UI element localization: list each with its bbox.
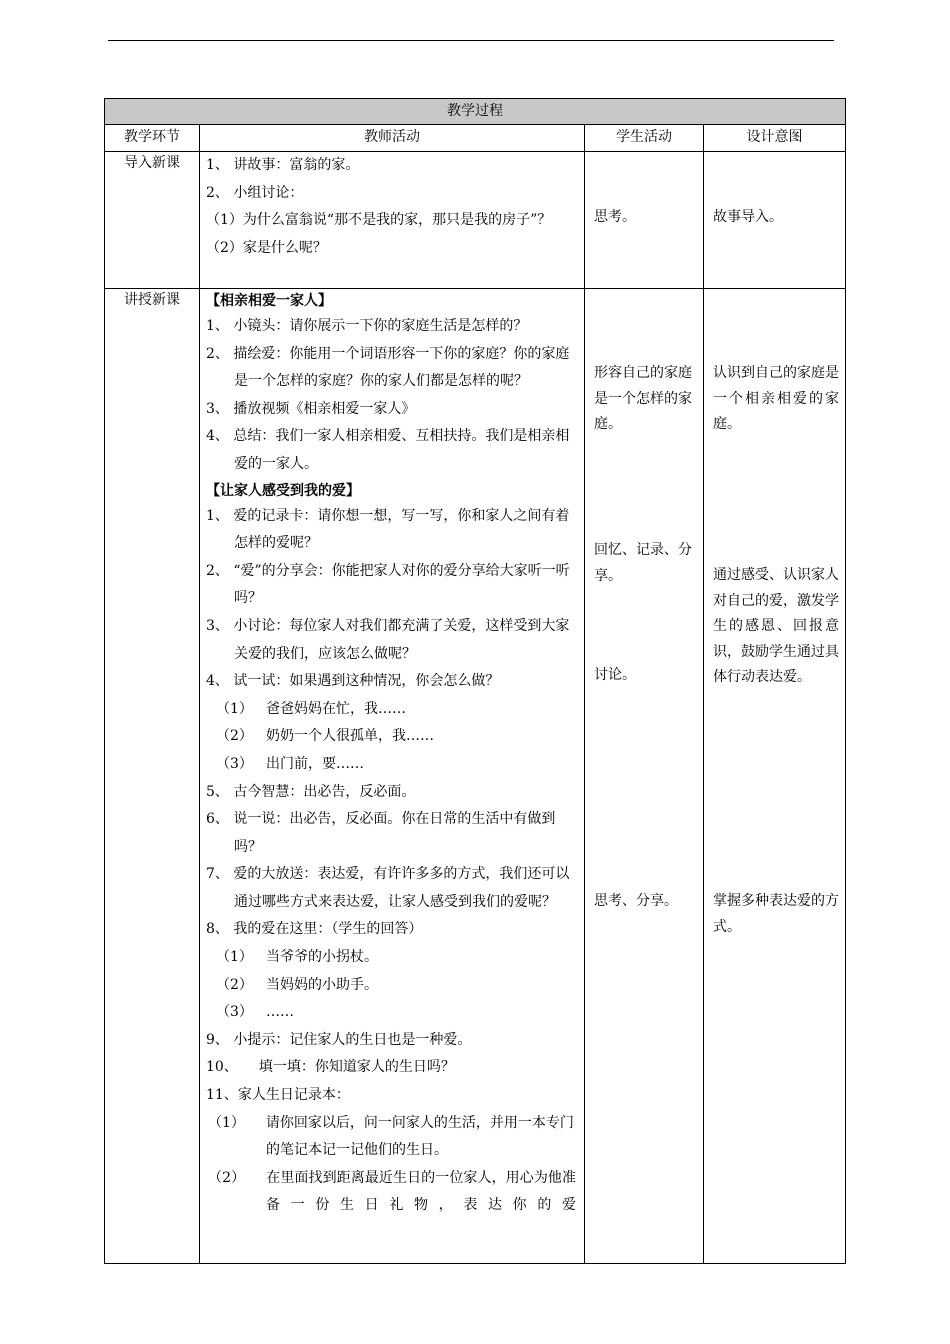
record-item-1: （1） 请你回家以后，问一问家人的生活，并用一本专门的笔记本记一记他们的生日。 — [208, 1114, 574, 1159]
part2-title: 【让家人感受到我的爱】 — [206, 482, 360, 499]
header-design: 设计意图 — [704, 125, 846, 152]
intro-student-cell — [585, 152, 704, 289]
intro-line-4: （2）家是什么呢？ — [206, 239, 327, 256]
intro-line-2: 2、 小组讨论： — [206, 184, 304, 201]
part2-item-1: 1、 爱的记录卡：请你想一想，写一写，你和家人之间有着怎样的爱呢？ — [206, 507, 570, 552]
intro-line-1: 1、 讲故事：富翁的家。 — [206, 157, 360, 173]
header-stage: 教学环节 — [105, 125, 200, 152]
try-item-3: （3） 出门前，要…… — [216, 755, 364, 772]
intro-student-note: 思考。 — [594, 209, 636, 225]
intro-design-cell — [704, 152, 846, 289]
intro-line-3: （1）为什么富翁说“那不是我的家，那只是我的房子”？ — [206, 212, 552, 229]
record-item-2: （2） 在里面找到距离最近生日的一位家人，用心为他准备一份生日礼物，表达你的爱 — [208, 1169, 576, 1213]
design-note-1: 认识到自己的家庭是一个相亲相爱的家庭。 — [713, 365, 839, 432]
student-note-1: 形容自己的家庭是一个怎样的家庭。 — [594, 365, 692, 432]
part4-item-9: 9、 小提示：记住家人的生日也是一种爱。 — [206, 1031, 472, 1048]
try-item-2: （2） 奶奶一个人很孤单，我…… — [216, 728, 434, 745]
part3-item-6: 6、 说一说：出必告，反必面。你在日常的生活中有做到吗？ — [206, 811, 556, 855]
header-rule — [108, 40, 834, 41]
teach-design-cell — [704, 289, 846, 1264]
student-note-4: 思考、分享。 — [594, 893, 678, 909]
intro-teacher-cell — [200, 152, 585, 289]
part2-item-2: 2、 “爱”的分享会：你能把家人对你的爱分享给大家听一听吗？ — [206, 562, 570, 607]
part1-item-4: 4、 总结：我们一家人相亲相爱、互相扶持。我们是相亲相爱的一家人。 — [206, 428, 570, 472]
teach-teacher-cell — [200, 289, 585, 1264]
try-item-1: （1） 爸爸妈妈在忙，我…… — [216, 700, 406, 717]
love-item-1: （1） 当爷爷的小拐杖。 — [216, 949, 378, 966]
part1-item-1: 1、 小镜头：请你展示一下你的家庭生活是怎样的？ — [206, 318, 528, 334]
part3-item-8: 8、 我的爱在这里：（学生的回答） — [206, 921, 423, 938]
part4-item-10: 10、 填一填：你知道家人的生日吗？ — [206, 1059, 455, 1076]
student-note-3: 讨论。 — [594, 667, 636, 683]
part1-item-2: 2、 描绘爱：你能用一个词语形容一下你的家庭？你的家庭是一个怎样的家庭？你的家人们都是怎样的呢？ — [206, 345, 570, 390]
part1-item-3: 3、 播放视频《相亲相爱一家人》 — [206, 400, 416, 417]
teaching-process-table — [104, 98, 846, 1264]
love-item-3: （3） …… — [216, 1004, 294, 1021]
part2-item-4: 4、 试一试：如果遇到这种情况，你会怎么做？ — [206, 673, 500, 690]
section-intro: 导入新课 — [105, 152, 200, 289]
design-note-3: 掌握多种表达爱的方式。 — [713, 893, 839, 935]
design-note-2: 通过感受、认识家人对自己的爱，激发学生的感恩、回报意识，鼓励学生通过具体行动表达爱。 — [713, 567, 839, 685]
header-teacher: 教师活动 — [200, 125, 585, 152]
part3-item-5: 5、 古今智慧：出必告，反必面。 — [206, 783, 416, 800]
table-title: 教学过程 — [105, 99, 846, 125]
part4-item-11: 11、家人生日记录本： — [206, 1087, 350, 1104]
part3-item-7: 7、 爱的大放送：表达爱，有许许多多的方式，我们还可以通过哪些方式来表达爱，让家人感受到我们的爱呢？ — [206, 866, 570, 910]
header-student: 学生活动 — [585, 125, 704, 152]
teach-student-cell — [585, 289, 704, 1264]
intro-design-note: 故事导入。 — [713, 209, 783, 225]
section-teach: 讲授新课 — [105, 289, 200, 1264]
part1-title: 【相亲相爱一家人】 — [206, 293, 332, 309]
student-note-2: 回忆、记录、分享。 — [594, 542, 692, 584]
part2-item-3: 3、 小讨论：每位家人对我们都充满了关爱，这样受到大家关爱的我们，应该怎么做呢？ — [206, 617, 570, 662]
love-item-2: （2） 当妈妈的小助手。 — [216, 976, 378, 993]
